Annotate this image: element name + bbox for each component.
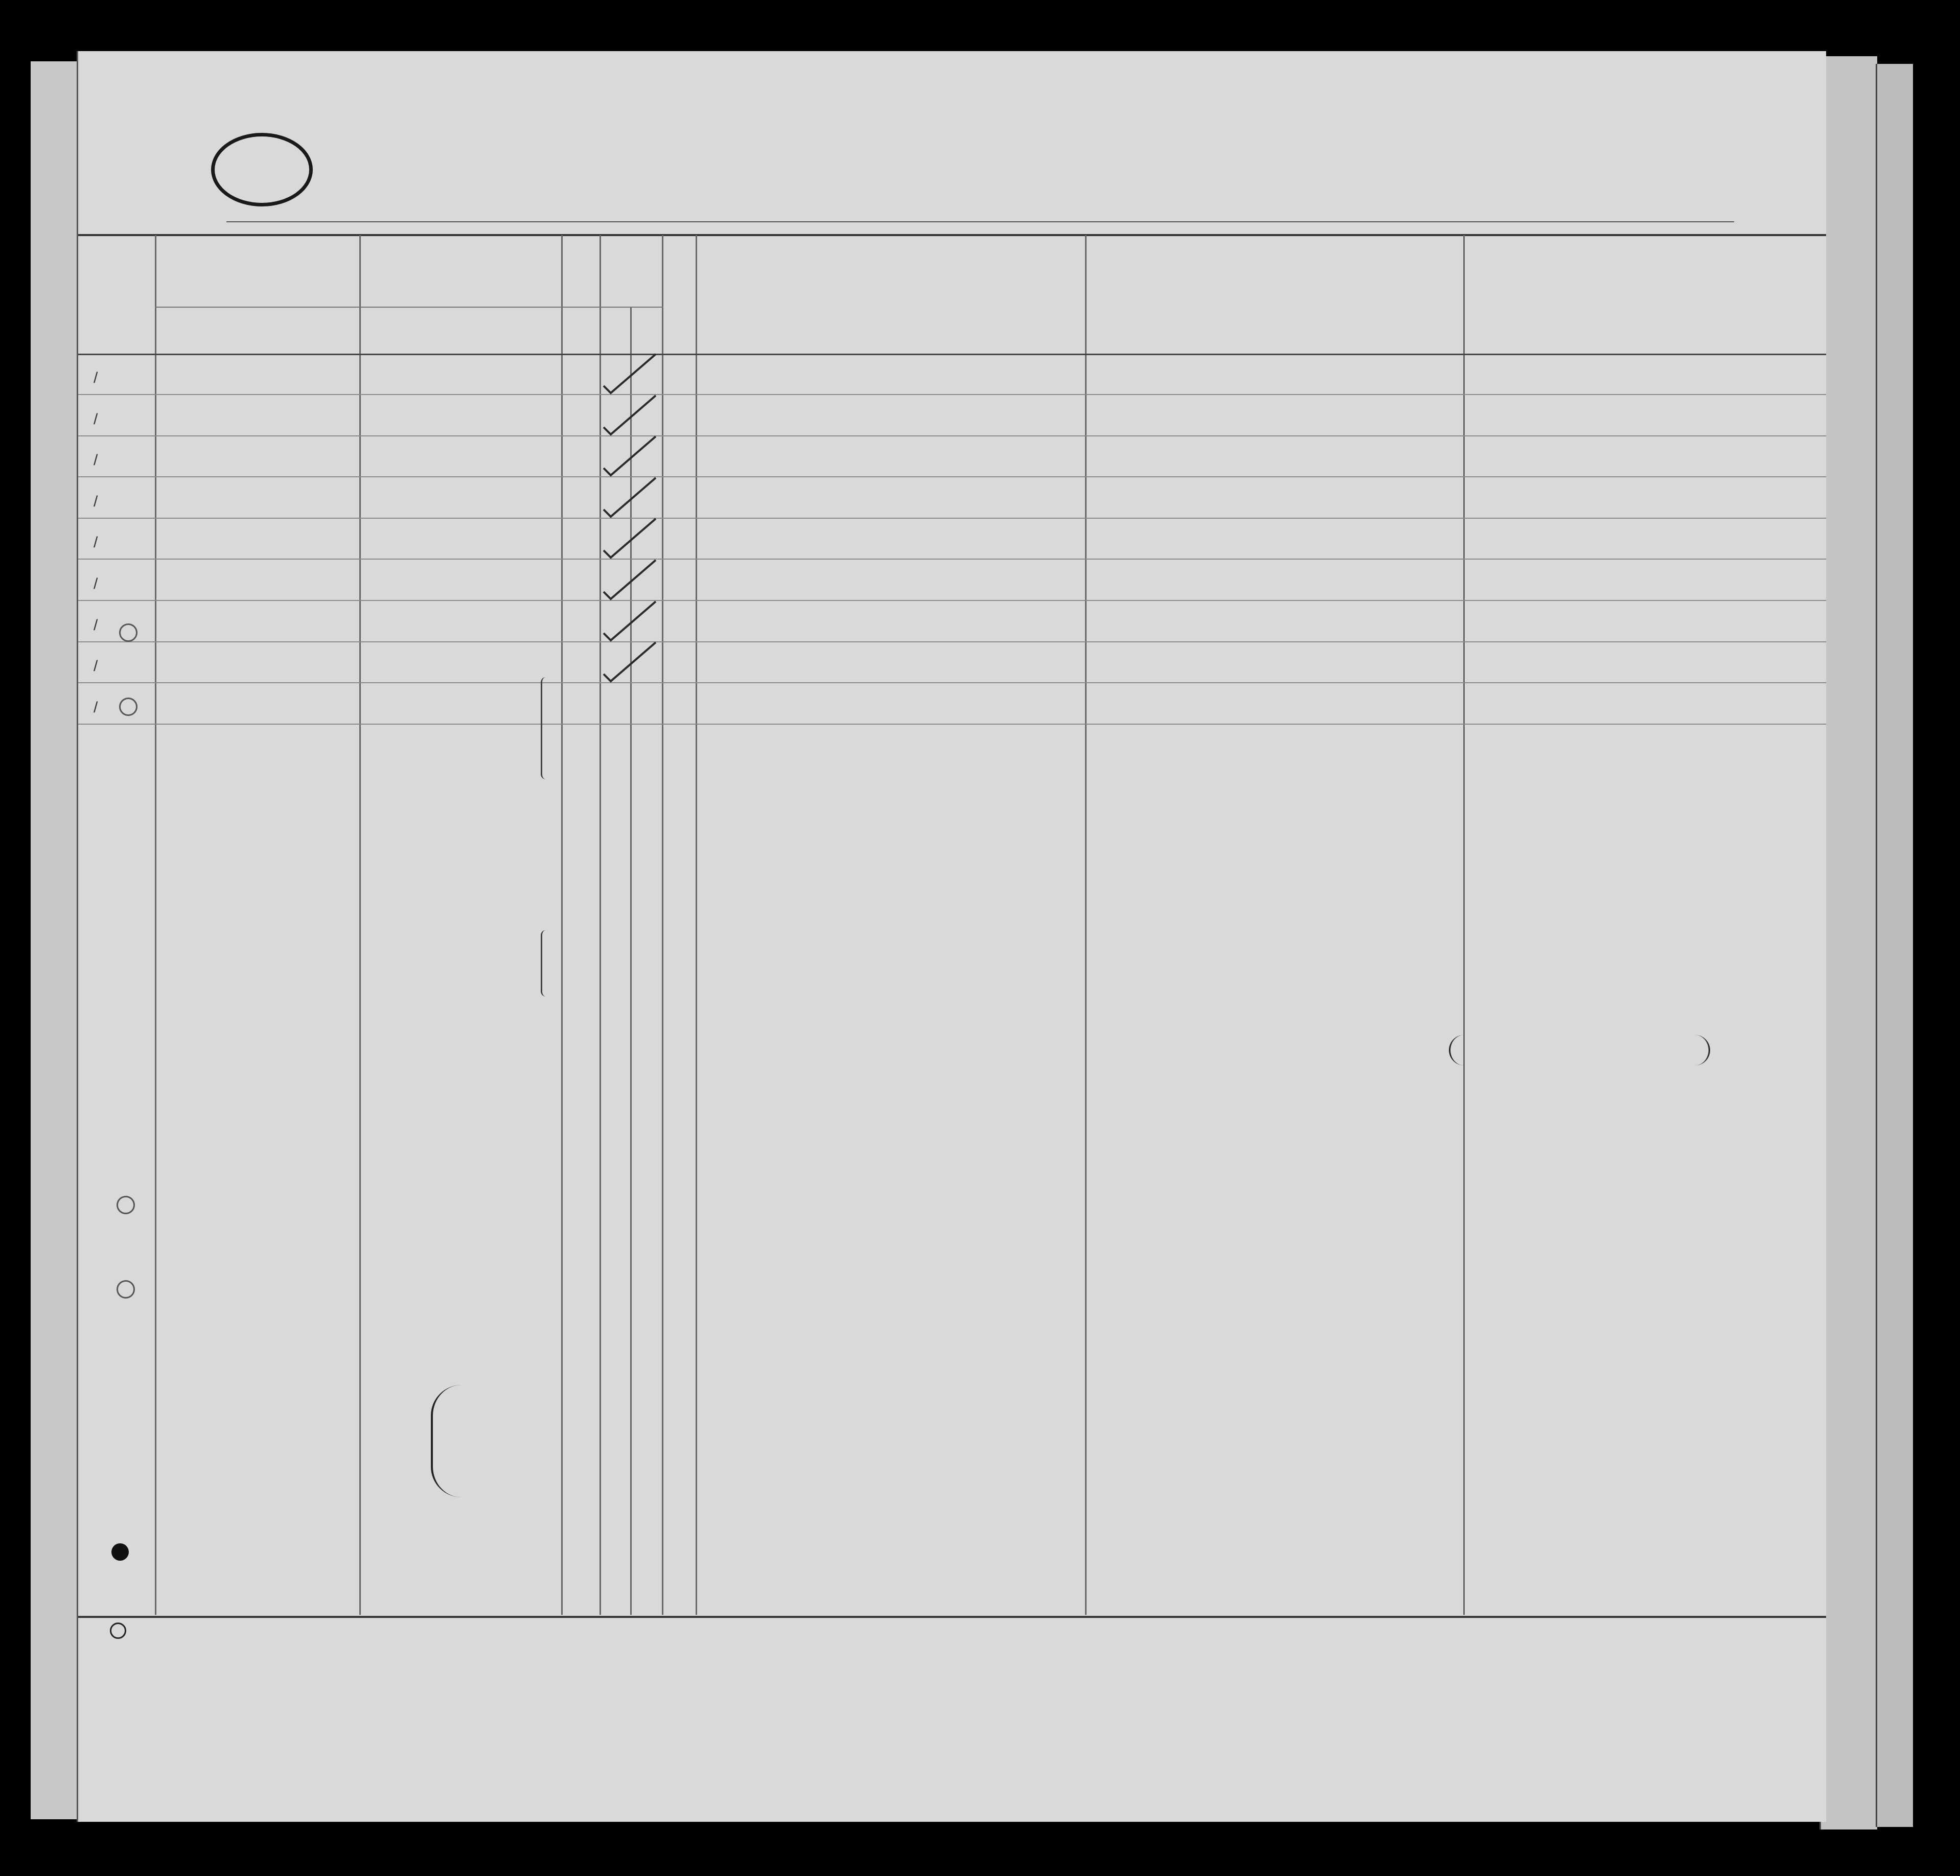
family-brace <box>541 677 551 779</box>
voyage-underline <box>226 221 1734 222</box>
check-tick-icon: / <box>94 493 98 510</box>
family-brace <box>541 930 551 997</box>
underlying-page-edge <box>1819 56 1877 1829</box>
row-rule <box>78 724 1826 725</box>
col-divider <box>561 235 563 1615</box>
row-rule <box>78 559 1826 560</box>
binding-hole <box>117 1196 135 1214</box>
voyage-line <box>155 197 1821 222</box>
binding-hole <box>119 698 137 716</box>
check-tick-icon: / <box>94 658 98 675</box>
binding-hole-filled <box>111 1543 129 1561</box>
row-rule <box>78 476 1826 477</box>
check-tick-icon: / <box>94 699 98 716</box>
col-divider <box>1463 235 1465 1615</box>
binding-hole <box>110 1623 126 1639</box>
check-tick-icon: / <box>94 534 98 551</box>
row-rule <box>78 600 1826 601</box>
col-divider <box>1085 235 1087 1615</box>
col-divider <box>155 235 156 1615</box>
row-rule <box>78 641 1826 642</box>
check-tick-icon: / <box>94 369 98 386</box>
row-rule <box>78 682 1826 683</box>
check-stroke-icon <box>599 391 661 437</box>
mother-note-brackets <box>1449 1035 1710 1066</box>
check-stroke-icon <box>599 556 661 602</box>
check-tick-icon: / <box>94 575 98 592</box>
col-divider <box>662 235 663 1615</box>
col-divider <box>696 235 697 1615</box>
row-rule <box>78 394 1826 395</box>
row-rule <box>78 518 1826 519</box>
check-stroke-icon <box>599 638 661 684</box>
check-stroke-icon <box>599 432 661 478</box>
manifest-page <box>77 51 1826 1822</box>
header-bottom <box>78 354 1826 355</box>
check-tick-icon: / <box>94 616 98 634</box>
check-stroke-icon <box>599 515 661 561</box>
underlying-page-edge-2 <box>1876 64 1913 1827</box>
binding-hole <box>117 1280 135 1299</box>
count-bracket <box>431 1385 464 1497</box>
binding-hole <box>119 623 137 642</box>
header-subdivider <box>155 307 663 308</box>
number-field <box>1581 104 1601 119</box>
left-page-edge <box>31 61 81 1819</box>
table-frame <box>78 234 1826 1618</box>
check-tick-icon: / <box>94 410 98 428</box>
check-tick-icon: / <box>94 452 98 469</box>
col-divider <box>359 235 361 1615</box>
check-stroke-icon <box>599 350 661 396</box>
check-stroke-icon <box>599 597 661 643</box>
check-stroke-icon <box>599 474 661 520</box>
sheet-circle <box>211 133 313 206</box>
row-rule <box>78 435 1826 436</box>
